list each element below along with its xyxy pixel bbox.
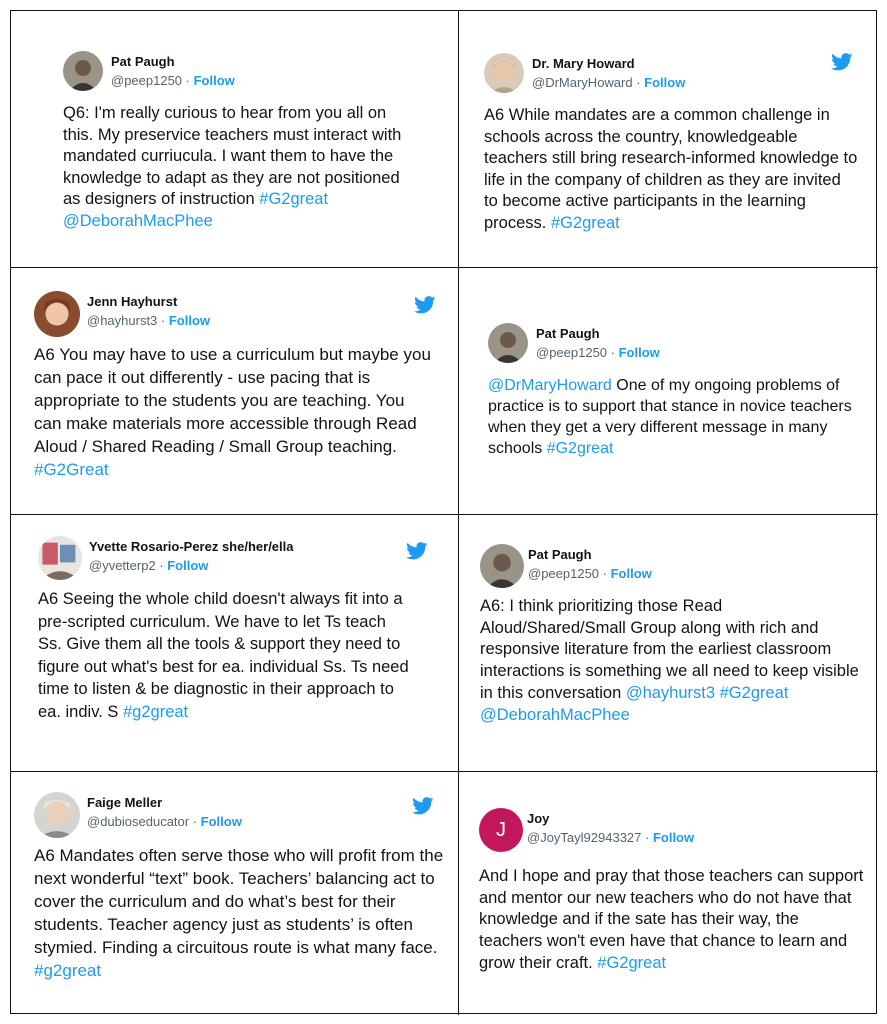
tweet-collage — [10, 10, 877, 1014]
avatar[interactable] — [34, 792, 80, 838]
avatar[interactable] — [484, 53, 524, 93]
follow-button[interactable]: Follow — [652, 830, 695, 845]
tweet-hashtags[interactable]: #G2great — [546, 213, 620, 232]
avatar[interactable] — [488, 323, 528, 363]
cell-5 — [11, 515, 459, 772]
avatar[interactable] — [34, 291, 80, 337]
avatar[interactable]: J — [479, 808, 523, 852]
tweet-body: A6 You may have to use a curriculum but maybe you can pace it out differently - use pacing that is appropriate to the students you are teaching. You can make materials more accessible through Read Aloud / Shared Reading / Small Group teaching. — [34, 345, 431, 456]
tweet-hashtags[interactable]: #G2great — [542, 440, 614, 457]
separator: · — [599, 566, 611, 581]
follow-button[interactable]: Follow — [644, 75, 686, 90]
author-name[interactable]: Yvette Rosario-Perez she/her/ella — [89, 539, 294, 554]
tweet-text — [34, 343, 434, 481]
author-handle[interactable]: @peep1250 — [528, 566, 600, 581]
follow-button[interactable]: Follow — [167, 558, 209, 573]
separator: · — [607, 345, 619, 360]
author-handle-row — [528, 566, 652, 581]
author-name[interactable]: Joy — [527, 811, 550, 826]
cell-8 — [459, 772, 878, 1015]
tweet-text — [34, 844, 444, 982]
tweet-mention[interactable]: @DrMaryHoward — [488, 377, 612, 394]
tweet-hashtags[interactable]: #G2great — [592, 953, 667, 972]
author-handle-row — [111, 73, 235, 88]
tweet-card — [484, 53, 859, 234]
avatar[interactable] — [38, 536, 82, 580]
tweet-text — [480, 596, 870, 726]
separator: · — [189, 814, 201, 829]
tweet-card — [480, 544, 870, 726]
author-name[interactable]: Faige Meller — [87, 795, 163, 810]
author-handle-row — [87, 313, 210, 328]
twitter-bird-icon[interactable] — [831, 53, 853, 71]
tweet-body: Q6: I'm really curious to hear from you all on this. My preservice teachers must interact with mandated curriucula. I want them to have the knowledge to adapt as they are not positioned as designers of instruction — [63, 104, 402, 208]
tweet-hashtags[interactable]: #g2great — [118, 702, 189, 721]
cell-7 — [11, 772, 459, 1015]
separator: · — [632, 75, 645, 90]
cell-1 — [11, 11, 459, 268]
tweet-body: A6 While mandates are a common challenge in schools across the country, knowledgeable teachers still bring research-informed knowledge to life in the company of children as they are invited to become active participants in the learning process. — [484, 106, 858, 232]
tweet-text — [484, 105, 859, 234]
tweet-card — [34, 792, 444, 982]
twitter-bird-icon[interactable] — [414, 296, 436, 314]
cell-2 — [459, 11, 878, 268]
twitter-bird-icon[interactable] — [406, 542, 428, 560]
follow-button[interactable]: Follow — [200, 814, 242, 829]
tweet-body: A6: I think prioritizing those Read Aloud/Shared/Small Group along with rich and responsive literature from the earliest classroom interactions is something we all need to keep visible in this conversation — [480, 597, 859, 702]
tweet-hashtags[interactable]: #G2great @DeborahMacPhee — [63, 190, 329, 230]
author-handle[interactable]: @JoyTayl92943327 — [527, 830, 642, 845]
author-handle[interactable]: @yvetterp2 — [89, 558, 156, 573]
author-name[interactable]: Pat Paugh — [111, 54, 175, 69]
tweet-text — [479, 866, 864, 975]
author-name[interactable]: Jenn Hayhurst — [87, 294, 178, 309]
author-handle[interactable]: @peep1250 — [111, 73, 183, 88]
tweet-card — [488, 323, 858, 459]
author-handle[interactable]: @dubioseducator — [87, 814, 190, 829]
author-handle-row — [527, 830, 694, 845]
author-handle-row — [536, 345, 660, 360]
separator: · — [182, 73, 194, 88]
tweet-body: A6 Seeing the whole child doesn't always fit into a pre-scripted curriculum. We have to let Ts teach Ss. Give them all the tools & support they need to figure out what's best for ea. individual Ss. Ts need time to listen & be diagnostic in their approach to ea. indiv. S — [38, 590, 409, 721]
tweet-text — [38, 588, 413, 723]
tweet-body: And I hope and pray that those teachers can support and mentor our new teachers who do not have that knowledge and if the sate has their way, the teachers won't even have that chance to learn and grow their craft. — [479, 867, 864, 972]
tweet-body: One of my ongoing problems of practice is to support that stance in novice teachers when they get a very different message in many schools — [488, 377, 852, 457]
tweet-card — [38, 536, 413, 723]
author-name[interactable]: Dr. Mary Howard — [532, 56, 635, 71]
author-handle-row — [87, 814, 242, 829]
avatar[interactable] — [480, 544, 524, 588]
avatar[interactable] — [63, 51, 103, 91]
tweet-body: A6 Mandates often serve those who will profit from the next wonderful “text” book. Teachers’ balancing act to cover the curriculum and do what’s best for their students. Teacher agency just as students’ is often stymied. Finding a circuitous route is what many face. — [34, 846, 444, 957]
tweet-hashtags[interactable]: #G2Great — [34, 460, 109, 479]
tweet-text — [63, 103, 403, 232]
author-handle[interactable]: @peep1250 — [536, 345, 608, 360]
author-handle-row — [532, 75, 685, 90]
tweet-card — [479, 808, 864, 975]
follow-button[interactable]: Follow — [168, 313, 211, 328]
cell-4 — [459, 268, 878, 515]
tweet-hashtags[interactable]: #g2great — [34, 961, 102, 980]
cell-3 — [11, 268, 459, 515]
follow-button[interactable]: Follow — [618, 345, 660, 360]
tweet-hashtags[interactable]: @hayhurst3 #G2great @DeborahMacPhee — [480, 683, 789, 724]
tweet-text — [488, 375, 858, 459]
author-name[interactable]: Pat Paugh — [528, 547, 592, 562]
author-name[interactable]: Pat Paugh — [536, 326, 600, 341]
author-handle[interactable]: @hayhurst3 — [87, 313, 158, 328]
author-handle-row — [89, 558, 208, 573]
author-handle[interactable]: @DrMaryHoward — [532, 75, 633, 90]
tweet-card — [34, 291, 434, 481]
follow-button[interactable]: Follow — [610, 566, 652, 581]
follow-button[interactable]: Follow — [193, 73, 235, 88]
cell-6 — [459, 515, 878, 772]
separator: · — [641, 830, 653, 845]
twitter-bird-icon[interactable] — [412, 797, 434, 815]
separator: · — [155, 558, 168, 573]
separator: · — [157, 313, 169, 328]
tweet-card — [63, 51, 403, 232]
